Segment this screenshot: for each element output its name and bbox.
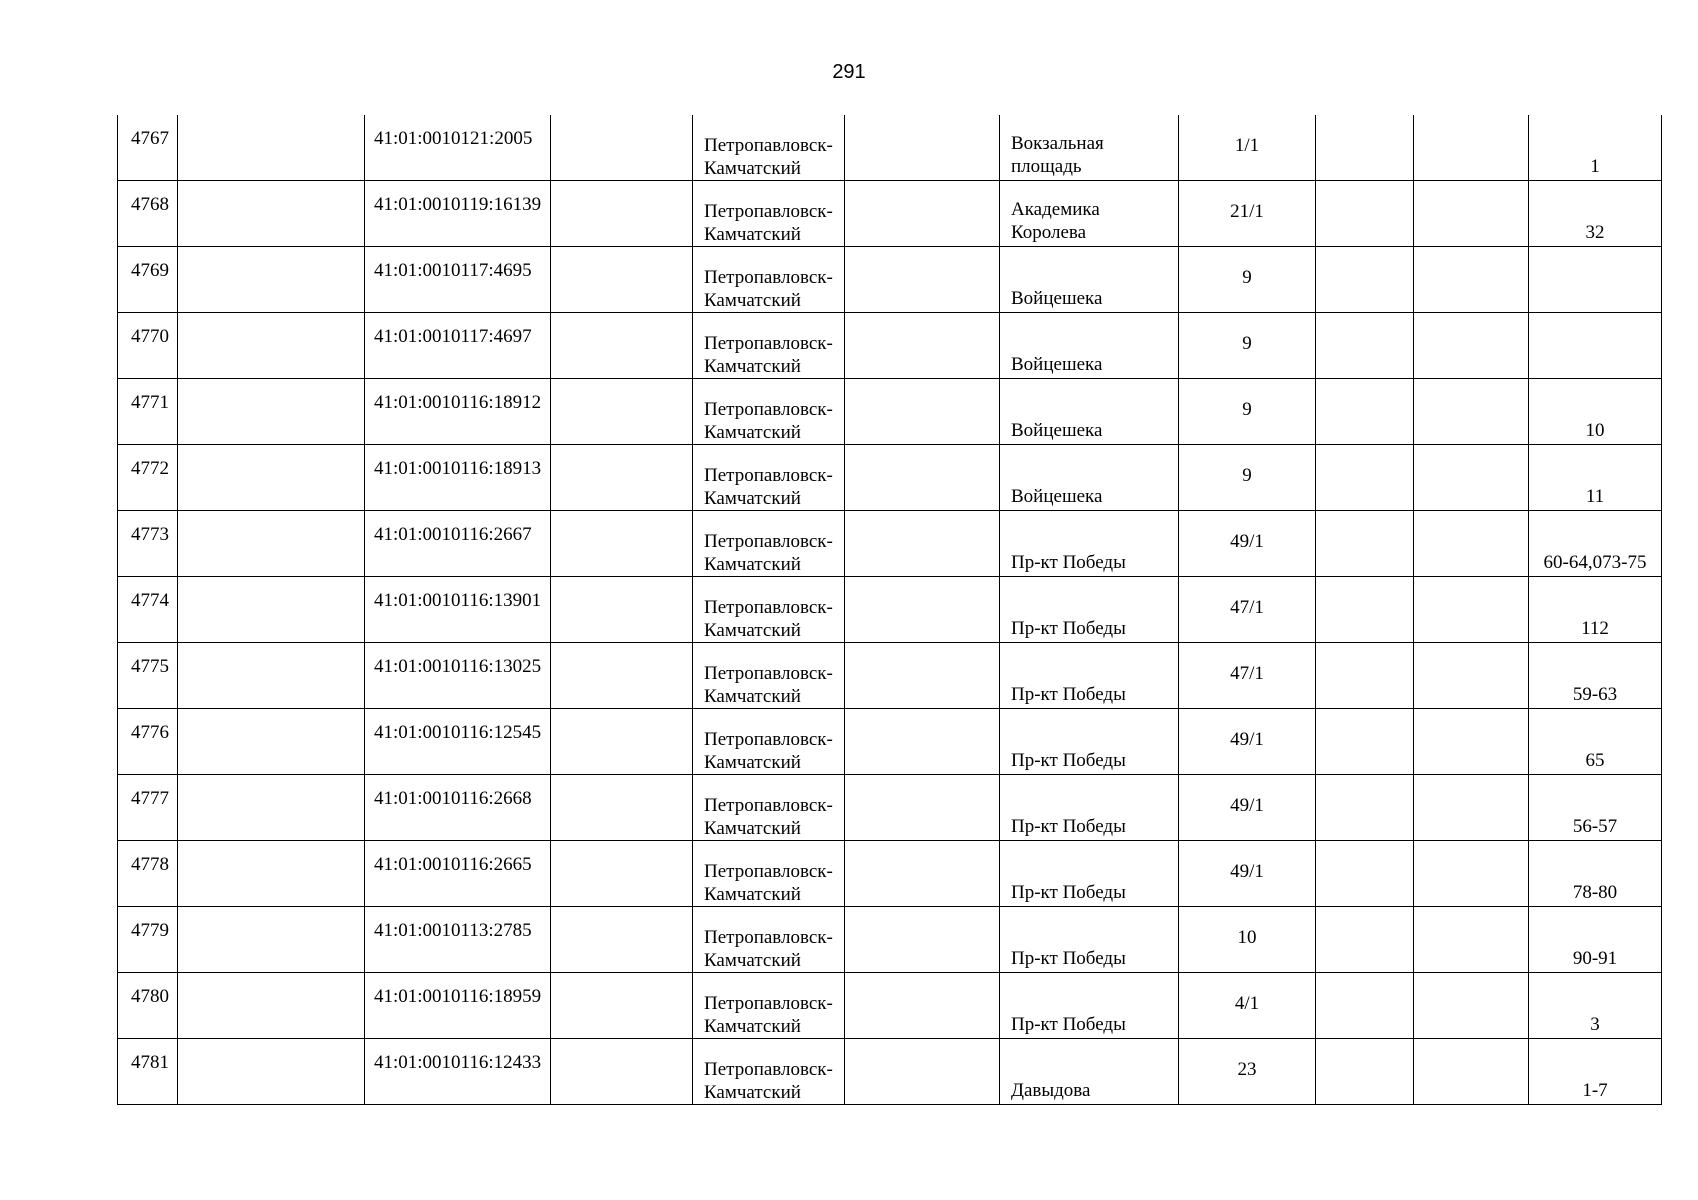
street-name: Войцешека xyxy=(1011,420,1103,441)
row-number: 4780 xyxy=(131,986,169,1007)
empty-cell xyxy=(1316,709,1414,775)
empty-cell xyxy=(845,445,1000,511)
city-cell xyxy=(693,577,845,643)
table-row xyxy=(118,313,1662,379)
table-row xyxy=(118,775,1662,841)
city-cell xyxy=(693,841,845,907)
house-cell xyxy=(1179,577,1316,643)
cadastral-number-cell xyxy=(365,577,551,643)
table-row xyxy=(118,445,1662,511)
page-number: 291 xyxy=(832,61,866,83)
row-number: 4767 xyxy=(131,128,169,149)
row-number-cell xyxy=(118,115,178,181)
empty-cell xyxy=(551,115,693,181)
empty-cell xyxy=(845,181,1000,247)
city-name: Петропавловск-Камчатский xyxy=(704,729,833,773)
empty-cell xyxy=(1414,973,1529,1039)
city-cell xyxy=(693,115,845,181)
empty-cell xyxy=(551,775,693,841)
row-number: 4772 xyxy=(131,458,169,479)
empty-cell xyxy=(551,907,693,973)
empty-cell xyxy=(551,643,693,709)
empty-cell xyxy=(178,445,365,511)
empty-cell xyxy=(1414,1039,1529,1105)
city-name: Петропавловск-Камчатский xyxy=(704,861,833,905)
street-name: Войцешека xyxy=(1011,486,1103,507)
row-number-cell xyxy=(118,973,178,1039)
empty-cell xyxy=(178,115,365,181)
street-name: Пр-кт Победы xyxy=(1011,1014,1126,1035)
house-cell xyxy=(1179,247,1316,313)
city-name: Петропавловск-Камчатский xyxy=(704,267,833,311)
cadastral-number: 41:01:0010116:18959 xyxy=(374,986,542,1007)
street-cell xyxy=(1000,709,1179,775)
empty-cell xyxy=(1414,841,1529,907)
apartment-number: 11 xyxy=(1585,486,1605,507)
apartment-cell xyxy=(1529,181,1662,247)
empty-cell xyxy=(1316,907,1414,973)
house-cell xyxy=(1179,379,1316,445)
house-number: 47/1 xyxy=(1230,663,1264,684)
cadastral-number-cell xyxy=(365,379,551,445)
cadastral-number: 41:01:0010116:12433 xyxy=(374,1052,542,1073)
city-name: Петропавловск-Камчатский xyxy=(704,531,833,575)
row-number: 4770 xyxy=(131,326,169,347)
empty-cell xyxy=(551,1039,693,1105)
empty-cell xyxy=(845,907,1000,973)
city-name: Петропавловск-Камчатский xyxy=(704,795,833,839)
city-name: Петропавловск-Камчатский xyxy=(704,399,833,443)
cadastral-number-cell xyxy=(365,841,551,907)
row-number-cell xyxy=(118,445,178,511)
table-row xyxy=(118,577,1662,643)
registry-table xyxy=(117,115,1662,1105)
cadastral-number-cell xyxy=(365,115,551,181)
street-name: Пр-кт Победы xyxy=(1011,882,1126,903)
house-cell xyxy=(1179,115,1316,181)
city-cell xyxy=(693,181,845,247)
empty-cell xyxy=(178,181,365,247)
street-cell xyxy=(1000,775,1179,841)
row-number-cell xyxy=(118,709,178,775)
city-cell xyxy=(693,313,845,379)
city-name: Петропавловск-Камчатский xyxy=(704,1059,833,1103)
house-cell xyxy=(1179,841,1316,907)
house-cell xyxy=(1179,775,1316,841)
row-number: 4778 xyxy=(131,854,169,875)
street-name: Войцешека xyxy=(1011,354,1103,375)
row-number: 4781 xyxy=(131,1052,169,1073)
empty-cell xyxy=(1414,247,1529,313)
table-row xyxy=(118,973,1662,1039)
apartment-cell xyxy=(1529,445,1662,511)
apartment-number: 60-64,073-75 xyxy=(1543,552,1647,573)
apartment-cell xyxy=(1529,973,1662,1039)
apartment-number: 78-80 xyxy=(1572,882,1618,903)
row-number-cell xyxy=(118,775,178,841)
cadastral-number-cell xyxy=(365,247,551,313)
empty-cell xyxy=(178,709,365,775)
street-cell xyxy=(1000,643,1179,709)
city-cell xyxy=(693,511,845,577)
city-cell xyxy=(693,775,845,841)
street-cell xyxy=(1000,247,1179,313)
row-number-cell xyxy=(118,1039,178,1105)
house-number: 49/1 xyxy=(1230,795,1264,816)
city-cell xyxy=(693,907,845,973)
row-number-cell xyxy=(118,511,178,577)
table-row xyxy=(118,379,1662,445)
street-cell xyxy=(1000,445,1179,511)
row-number-cell xyxy=(118,841,178,907)
empty-cell xyxy=(1316,181,1414,247)
empty-cell xyxy=(178,313,365,379)
empty-cell xyxy=(1414,709,1529,775)
empty-cell xyxy=(1414,445,1529,511)
row-number: 4774 xyxy=(131,590,169,611)
street-name: Пр-кт Победы xyxy=(1011,816,1126,837)
empty-cell xyxy=(845,379,1000,445)
street-cell xyxy=(1000,1039,1179,1105)
house-cell xyxy=(1179,643,1316,709)
empty-cell xyxy=(1316,841,1414,907)
cadastral-number-cell xyxy=(365,643,551,709)
apartment-cell xyxy=(1529,115,1662,181)
cadastral-number-cell xyxy=(365,313,551,379)
house-number: 9 xyxy=(1242,267,1252,288)
street-name: Академика Королева xyxy=(1011,199,1100,243)
street-name: Пр-кт Победы xyxy=(1011,684,1126,705)
house-number: 9 xyxy=(1242,333,1252,354)
house-cell xyxy=(1179,313,1316,379)
apartment-number: 65 xyxy=(1585,750,1605,771)
house-number: 49/1 xyxy=(1230,531,1264,552)
empty-cell xyxy=(178,1039,365,1105)
apartment-cell xyxy=(1529,643,1662,709)
house-number: 49/1 xyxy=(1230,729,1264,750)
house-number: 49/1 xyxy=(1230,861,1264,882)
house-cell xyxy=(1179,907,1316,973)
apartment-cell xyxy=(1529,247,1662,313)
row-number-cell xyxy=(118,643,178,709)
empty-cell xyxy=(845,709,1000,775)
street-cell xyxy=(1000,511,1179,577)
cadastral-number: 41:01:0010116:18912 xyxy=(374,392,542,413)
house-number: 21/1 xyxy=(1230,201,1264,222)
empty-cell xyxy=(1316,445,1414,511)
house-number: 23 xyxy=(1237,1059,1257,1080)
city-cell xyxy=(693,709,845,775)
city-name: Петропавловск-Камчатский xyxy=(704,993,833,1037)
street-cell xyxy=(1000,115,1179,181)
apartment-number: 56-57 xyxy=(1572,816,1618,837)
empty-cell xyxy=(1414,577,1529,643)
table-row xyxy=(118,841,1662,907)
house-number: 1/1 xyxy=(1234,135,1260,156)
empty-cell xyxy=(1414,379,1529,445)
row-number-cell xyxy=(118,379,178,445)
cadastral-number: 41:01:0010119:16139 xyxy=(374,194,542,215)
cadastral-number-cell xyxy=(365,181,551,247)
apartment-number: 112 xyxy=(1581,618,1609,639)
cadastral-number: 41:01:0010113:2785 xyxy=(374,920,532,941)
apartment-number: 32 xyxy=(1585,222,1605,243)
empty-cell xyxy=(178,973,365,1039)
cadastral-number-cell xyxy=(365,1039,551,1105)
empty-cell xyxy=(178,379,365,445)
empty-cell xyxy=(1414,181,1529,247)
city-name: Петропавловск-Камчатский xyxy=(704,597,833,641)
row-number-cell xyxy=(118,247,178,313)
house-number: 10 xyxy=(1237,927,1257,948)
street-cell xyxy=(1000,313,1179,379)
empty-cell xyxy=(1414,313,1529,379)
empty-cell xyxy=(1316,643,1414,709)
street-name: Пр-кт Победы xyxy=(1011,750,1126,771)
empty-cell xyxy=(178,511,365,577)
street-cell xyxy=(1000,841,1179,907)
house-cell xyxy=(1179,181,1316,247)
apartment-cell xyxy=(1529,577,1662,643)
empty-cell xyxy=(178,643,365,709)
empty-cell xyxy=(845,577,1000,643)
empty-cell xyxy=(1316,247,1414,313)
empty-cell xyxy=(178,577,365,643)
empty-cell xyxy=(178,841,365,907)
row-number: 4768 xyxy=(131,194,169,215)
empty-cell xyxy=(1316,1039,1414,1105)
table-row xyxy=(118,907,1662,973)
row-number-cell xyxy=(118,907,178,973)
empty-cell xyxy=(1316,775,1414,841)
empty-cell xyxy=(551,709,693,775)
apartment-cell xyxy=(1529,379,1662,445)
row-number: 4769 xyxy=(131,260,169,281)
empty-cell xyxy=(845,775,1000,841)
cadastral-number: 41:01:0010116:2665 xyxy=(374,854,532,875)
street-name: Вокзальная площадь xyxy=(1011,133,1104,177)
table-row xyxy=(118,247,1662,313)
table-row xyxy=(118,1039,1662,1105)
empty-cell xyxy=(551,841,693,907)
city-cell xyxy=(693,247,845,313)
empty-cell xyxy=(1316,115,1414,181)
cadastral-number: 41:01:0010116:12545 xyxy=(374,722,542,743)
empty-cell xyxy=(845,511,1000,577)
cadastral-number-cell xyxy=(365,445,551,511)
city-cell xyxy=(693,379,845,445)
table-row xyxy=(118,643,1662,709)
city-cell xyxy=(693,1039,845,1105)
row-number-cell xyxy=(118,313,178,379)
row-number: 4779 xyxy=(131,920,169,941)
street-name: Пр-кт Победы xyxy=(1011,618,1126,639)
apartment-cell xyxy=(1529,709,1662,775)
cadastral-number: 41:01:0010116:13025 xyxy=(374,656,542,677)
row-number: 4776 xyxy=(131,722,169,743)
row-number: 4771 xyxy=(131,392,169,413)
apartment-cell xyxy=(1529,511,1662,577)
street-cell xyxy=(1000,379,1179,445)
city-name: Петропавловск-Камчатский xyxy=(704,927,833,971)
empty-cell xyxy=(1414,643,1529,709)
apartment-number: 1 xyxy=(1590,156,1600,177)
cadastral-number-cell xyxy=(365,775,551,841)
street-cell xyxy=(1000,181,1179,247)
house-number: 47/1 xyxy=(1230,597,1264,618)
street-cell xyxy=(1000,577,1179,643)
row-number-cell xyxy=(118,577,178,643)
street-name: Пр-кт Победы xyxy=(1011,948,1126,969)
empty-cell xyxy=(1414,775,1529,841)
empty-cell xyxy=(1414,511,1529,577)
registry-table-body xyxy=(118,115,1662,1105)
row-number: 4773 xyxy=(131,524,169,545)
apartment-cell xyxy=(1529,841,1662,907)
table-row xyxy=(118,115,1662,181)
empty-cell xyxy=(551,181,693,247)
street-name: Войцешека xyxy=(1011,288,1103,309)
city-name: Петропавловск-Камчатский xyxy=(704,333,833,377)
empty-cell xyxy=(178,247,365,313)
city-name: Петропавловск-Камчатский xyxy=(704,663,833,707)
table-row xyxy=(118,511,1662,577)
cadastral-number-cell xyxy=(365,973,551,1039)
empty-cell xyxy=(845,115,1000,181)
cadastral-number-cell xyxy=(365,511,551,577)
apartment-number: 10 xyxy=(1585,420,1605,441)
house-cell xyxy=(1179,1039,1316,1105)
apartment-cell xyxy=(1529,775,1662,841)
empty-cell xyxy=(845,1039,1000,1105)
empty-cell xyxy=(1316,313,1414,379)
apartment-number: 1-7 xyxy=(1582,1080,1608,1101)
cadastral-number: 41:01:0010116:2667 xyxy=(374,524,532,545)
house-cell xyxy=(1179,709,1316,775)
empty-cell xyxy=(551,379,693,445)
city-name: Петропавловск-Камчатский xyxy=(704,465,833,509)
empty-cell xyxy=(178,907,365,973)
house-cell xyxy=(1179,445,1316,511)
cadastral-number: 41:01:0010117:4695 xyxy=(374,260,532,281)
cadastral-number: 41:01:0010121:2005 xyxy=(374,128,533,149)
cadastral-number: 41:01:0010116:2668 xyxy=(374,788,532,809)
house-cell xyxy=(1179,511,1316,577)
apartment-cell xyxy=(1529,1039,1662,1105)
empty-cell xyxy=(1414,115,1529,181)
cadastral-number: 41:01:0010116:18913 xyxy=(374,458,542,479)
city-name: Петропавловск-Камчатский xyxy=(704,201,833,245)
empty-cell xyxy=(551,313,693,379)
empty-cell xyxy=(1316,577,1414,643)
table-row xyxy=(118,181,1662,247)
street-name: Давыдова xyxy=(1011,1080,1091,1101)
apartment-number: 90-91 xyxy=(1572,948,1618,969)
house-number: 9 xyxy=(1242,465,1252,486)
street-name: Пр-кт Победы xyxy=(1011,552,1126,573)
cadastral-number: 41:01:0010117:4697 xyxy=(374,326,532,347)
apartment-number: 3 xyxy=(1590,1014,1600,1035)
city-cell xyxy=(693,643,845,709)
empty-cell xyxy=(845,643,1000,709)
house-number: 4/1 xyxy=(1234,993,1260,1014)
apartment-cell xyxy=(1529,313,1662,379)
city-cell xyxy=(693,973,845,1039)
cadastral-number-cell xyxy=(365,709,551,775)
street-cell xyxy=(1000,907,1179,973)
empty-cell xyxy=(551,247,693,313)
street-cell xyxy=(1000,973,1179,1039)
empty-cell xyxy=(1316,379,1414,445)
empty-cell xyxy=(551,511,693,577)
apartment-number: 59-63 xyxy=(1572,684,1618,705)
empty-cell xyxy=(551,973,693,1039)
empty-cell xyxy=(845,973,1000,1039)
city-name: Петропавловск-Камчатский xyxy=(704,135,833,179)
apartment-cell xyxy=(1529,907,1662,973)
row-number-cell xyxy=(118,181,178,247)
empty-cell xyxy=(1316,973,1414,1039)
cadastral-number-cell xyxy=(365,907,551,973)
empty-cell xyxy=(178,775,365,841)
row-number: 4775 xyxy=(131,656,169,677)
table-row xyxy=(118,709,1662,775)
empty-cell xyxy=(551,577,693,643)
empty-cell xyxy=(551,445,693,511)
cadastral-number: 41:01:0010116:13901 xyxy=(374,590,542,611)
house-cell xyxy=(1179,973,1316,1039)
row-number: 4777 xyxy=(131,788,169,809)
empty-cell xyxy=(845,313,1000,379)
empty-cell xyxy=(1414,907,1529,973)
house-number: 9 xyxy=(1242,399,1252,420)
empty-cell xyxy=(845,841,1000,907)
empty-cell xyxy=(1316,511,1414,577)
empty-cell xyxy=(845,247,1000,313)
city-cell xyxy=(693,445,845,511)
